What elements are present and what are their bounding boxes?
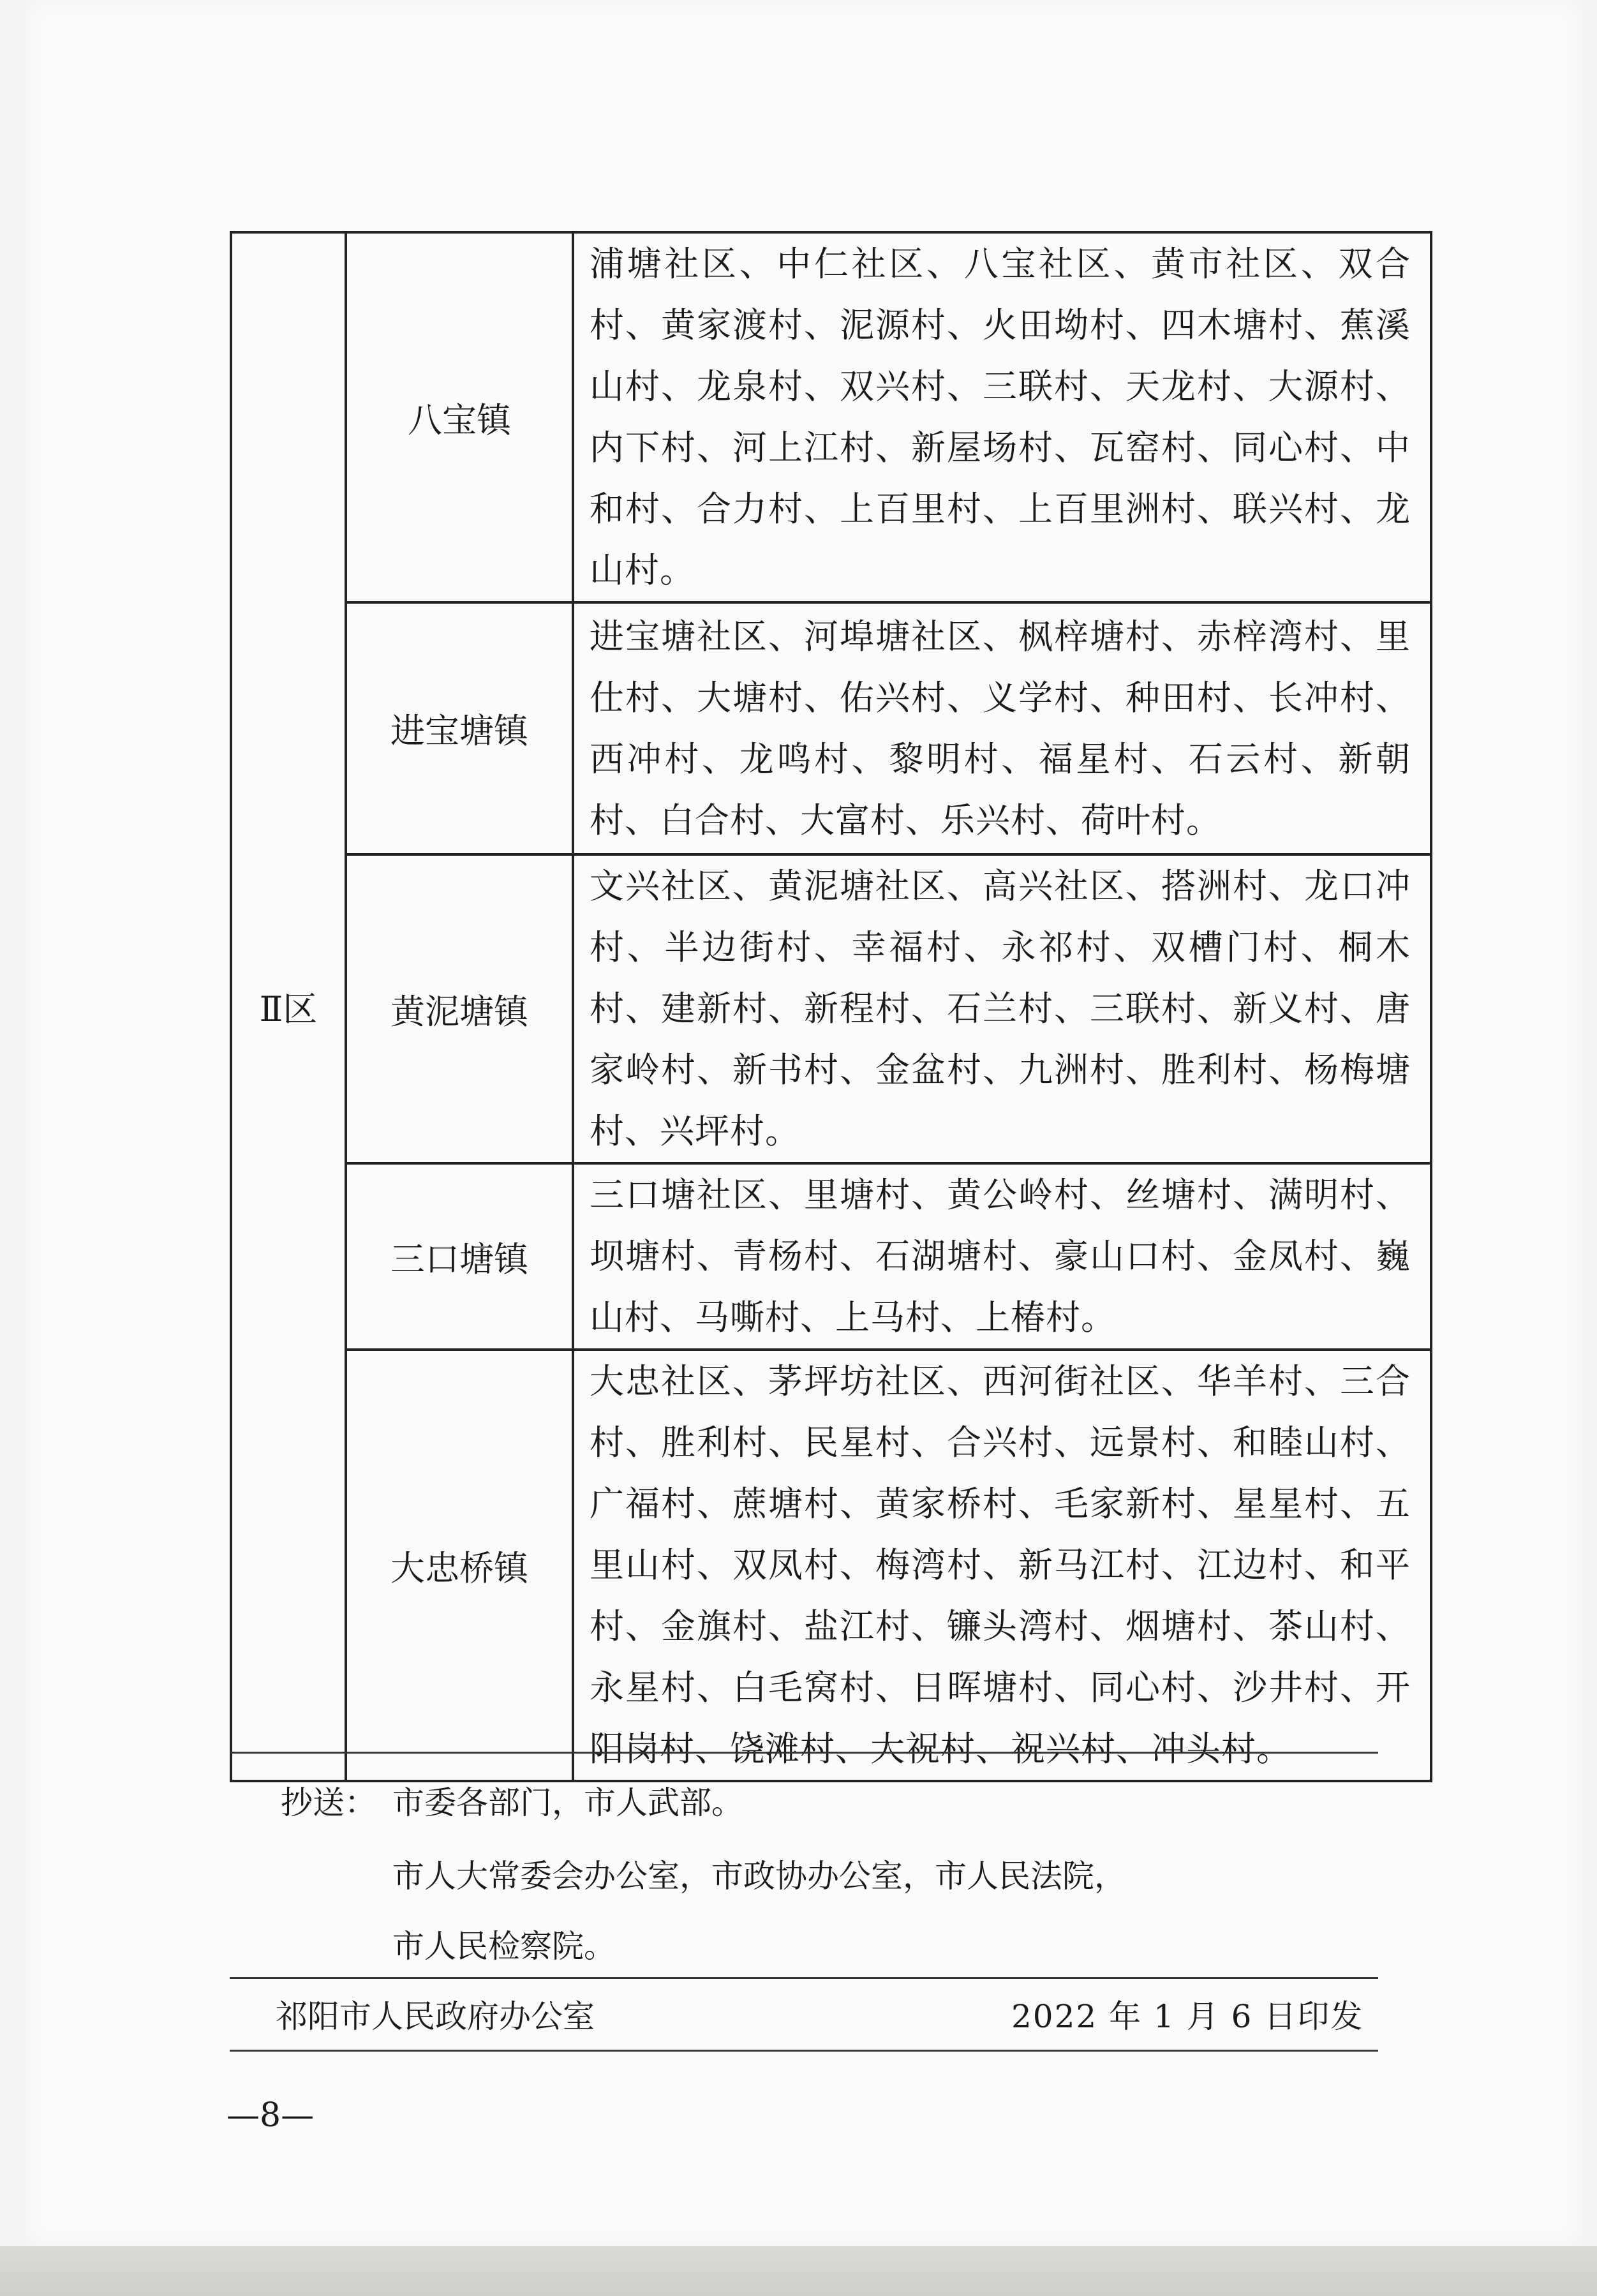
- villages-cell: 浦塘社区、中仁社区、八宝社区、黄市社区、双合村、黄家渡村、泥源村、火田坳村、四木塘村、蕉溪山村、龙泉村、双兴村、三联村、天龙村、大源村、内下村、河上江村、新屋场村、瓦窑村、同心村、中和村、合力村、上百里村、上百里洲村、联兴村、龙山村。: [573, 232, 1431, 602]
- villages-cell: 三口塘社区、里塘村、黄公岭村、丝塘村、满明村、坝塘村、青杨村、石湖塘村、豪山口村、金凤村、巍山村、马嘶村、上马村、上椿村。: [573, 1163, 1431, 1350]
- page-number: —8—: [227, 2096, 315, 2135]
- table-row: [231, 232, 1431, 602]
- cc-recipients-line-1: 市委各部门，市人武部。: [392, 1784, 743, 1821]
- town-cell: 进宝塘镇: [346, 602, 573, 854]
- cc-recipients-line-3: 市人民检察院。: [392, 1928, 616, 1965]
- town-cell: 黄泥塘镇: [346, 854, 573, 1163]
- zone-cell: Ⅱ区: [231, 232, 346, 1781]
- issuer-name: 祁阳市人民政府办公室: [276, 1998, 595, 2035]
- table-row: [231, 1350, 1431, 1781]
- region-table: [230, 231, 1432, 1782]
- table-row: [231, 602, 1431, 854]
- town-cell: 八宝镇: [346, 232, 573, 602]
- cc-recipients-line-2: 市人大常委会办公室，市政协办公室，市人民法院，: [392, 1858, 1126, 1895]
- footer-top-rule: [230, 1752, 1378, 1754]
- villages-cell: 文兴社区、黄泥塘社区、高兴社区、搭洲村、龙口冲村、半边街村、幸福村、永祁村、双槽门村、桐木村、建新村、新程村、石兰村、三联村、新义村、唐家岭村、新书村、金盆村、九洲村、胜利村、杨梅塘村、兴坪村。: [573, 854, 1431, 1163]
- scan-bottom-edge: [0, 2246, 1597, 2296]
- table-row: [231, 1163, 1431, 1350]
- footer-middle-rule: [230, 1977, 1378, 1979]
- issue-date: 2022 年 1 月 6 日印发: [1011, 1998, 1364, 2035]
- table-row: [231, 854, 1431, 1163]
- cc-label: 抄送：: [281, 1784, 376, 1821]
- town-cell: 大忠桥镇: [346, 1350, 573, 1781]
- villages-cell: 进宝塘社区、河埠塘社区、枫梓塘村、赤梓湾村、里仕村、大塘村、佑兴村、义学村、种田村、长冲村、西冲村、龙鸣村、黎明村、福星村、石云村、新朝村、白合村、大富村、乐兴村、荷叶村。: [573, 602, 1431, 854]
- villages-cell: 大忠社区、茅坪坊社区、西河街社区、华羊村、三合村、胜利村、民星村、合兴村、远景村、和睦山村、广福村、蔗塘村、黄家桥村、毛家新村、星星村、五里山村、双凤村、梅湾村、新马江村、江边村、和平村、金旗村、盐江村、镰头湾村、烟塘村、茶山村、永星村、白毛窝村、日晖塘村、同心村、沙井村、开阳岗村、饶滩村、大祝村、祝兴村、冲头村。: [573, 1350, 1431, 1781]
- town-cell: 三口塘镇: [346, 1163, 573, 1350]
- footer-bottom-rule: [230, 2050, 1378, 2052]
